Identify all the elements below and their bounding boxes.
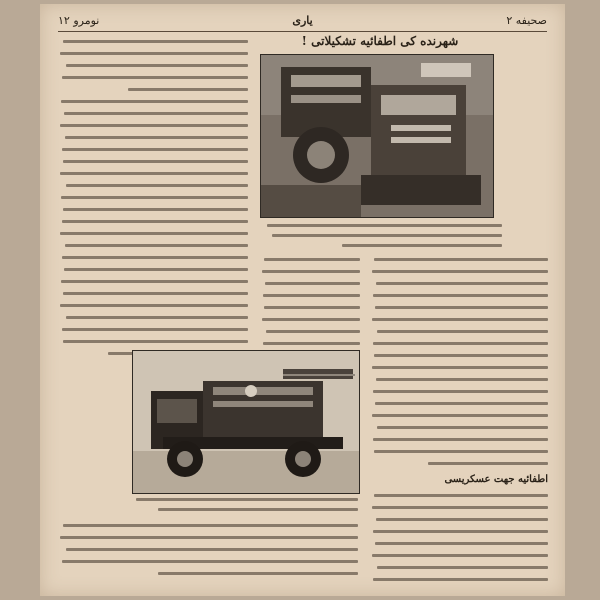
center-column-middle bbox=[260, 254, 360, 362]
article-headline: شهرنده کی اطفائیه تشکیلاتی ! bbox=[301, 34, 459, 48]
section-heading: اطفائیه جهت عسکریسی bbox=[444, 474, 548, 485]
left-column-upper bbox=[58, 36, 248, 360]
header-rule bbox=[58, 31, 547, 32]
publication-title: یاری bbox=[292, 14, 313, 27]
bottom-photo bbox=[132, 350, 360, 494]
top-photo bbox=[260, 54, 494, 218]
top-photo-caption bbox=[262, 220, 502, 250]
page-number: صحیفه ۲ bbox=[506, 14, 547, 27]
right-column bbox=[370, 254, 548, 470]
top-photo-image bbox=[261, 55, 493, 217]
bottom-text bbox=[58, 520, 358, 580]
page-header bbox=[58, 14, 547, 30]
newspaper-page bbox=[40, 4, 565, 596]
fire-truck-image bbox=[133, 351, 359, 493]
issue-number: نومرو ۱۲ bbox=[58, 14, 100, 27]
bottom-photo-caption bbox=[132, 494, 358, 516]
right-column-lower bbox=[370, 490, 548, 586]
